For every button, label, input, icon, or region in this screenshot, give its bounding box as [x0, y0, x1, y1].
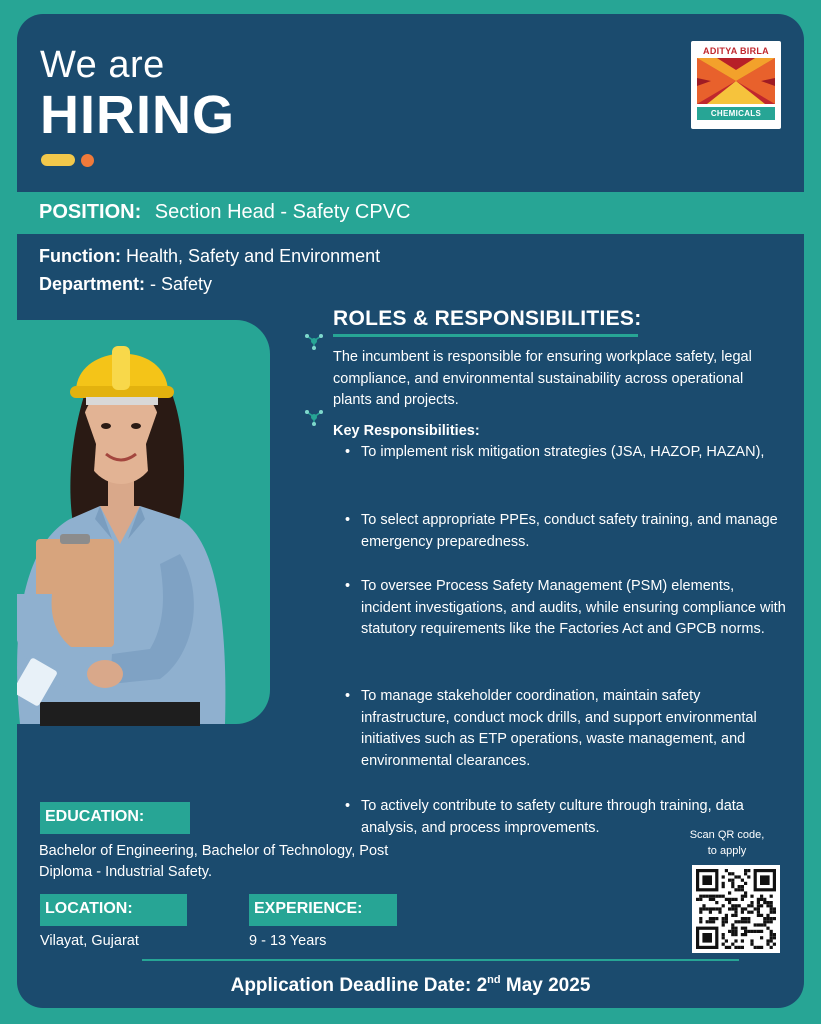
location-label: LOCATION:: [40, 894, 187, 926]
deadline-date: May 2025: [500, 975, 591, 996]
list-item: • To manage stakeholder coordination, maintain safety infrastructure, conduct mock drills, and support environmental initiatives such as ETP operations, waste management, and environmental clearances.: [343, 686, 788, 772]
experience-value: 9 - 13 Years: [249, 933, 327, 949]
roles-heading: ROLES & RESPONSIBILITIES:: [333, 307, 642, 330]
safety-officer-illustration: [17, 294, 245, 726]
footer-divider: [142, 959, 739, 961]
function-line: [39, 246, 380, 267]
roles-intro: The incumbent is responsible for ensuring workplace safety, legal compliance, and environmental sustainability across operational plants and projects.: [333, 349, 752, 408]
position-value: Section Head - Safety CPVC: [154, 201, 411, 223]
decor-pill: [41, 154, 75, 166]
key-responsibilities-heading: Key Responsibilities:: [333, 423, 480, 439]
application-deadline: [17, 974, 804, 997]
hero-subtitle: We are: [40, 44, 165, 86]
logo-bottom-text: CHEMICALS: [697, 107, 775, 120]
deadline-ordinal: nd: [487, 974, 501, 986]
decor-dot: [81, 154, 94, 167]
logo-top-text: ADITYA BIRLA: [703, 46, 769, 56]
position-line: [39, 201, 410, 224]
logo-mark-icon: [697, 58, 775, 104]
location-value: Vilayat, Gujarat: [40, 933, 139, 949]
education-value: Bachelor of Engineering, Bachelor of Technology, Post Diploma - Industrial Safety.: [39, 843, 389, 880]
qr-caption-line1: Scan QR code,: [689, 829, 765, 841]
list-item: • To actively contribute to safety culture through training, data analysis, and process improvements.: [343, 796, 788, 839]
function-label: Function:: [39, 246, 121, 266]
list-item: • To select appropriate PPEs, conduct safety training, and manage emergency preparedness.: [343, 510, 788, 553]
molecule-icon: [303, 408, 325, 426]
function-value: Health, Safety and Environment: [126, 246, 381, 266]
company-logo: [691, 41, 781, 129]
job-poster: [17, 14, 804, 1008]
qr-code[interactable]: [692, 865, 780, 953]
qr-caption: [677, 827, 777, 859]
department-label: Department:: [39, 274, 146, 294]
education-label: EDUCATION:: [40, 802, 190, 834]
list-item: • To implement risk mitigation strategies (JSA, HAZOP, HAZAN),: [343, 442, 788, 464]
qr-caption-line2: to apply: [707, 845, 747, 857]
hero-title: HIRING: [40, 85, 235, 145]
list-item: • To oversee Process Safety Management (PSM) elements, incident investigations, and audits, while ensuring compliance with statutory requirements like the Factories Act and GPCB norms.: [343, 576, 788, 641]
roles-underline: [333, 334, 638, 337]
department-line: [39, 274, 212, 295]
deadline-text: Application Deadline Date: 2: [230, 975, 488, 996]
experience-label: EXPERIENCE:: [249, 894, 397, 926]
molecule-icon: [303, 332, 325, 350]
position-label: POSITION:: [39, 201, 142, 223]
qr-code-icon: [696, 869, 776, 949]
department-value: - Safety: [150, 274, 213, 294]
